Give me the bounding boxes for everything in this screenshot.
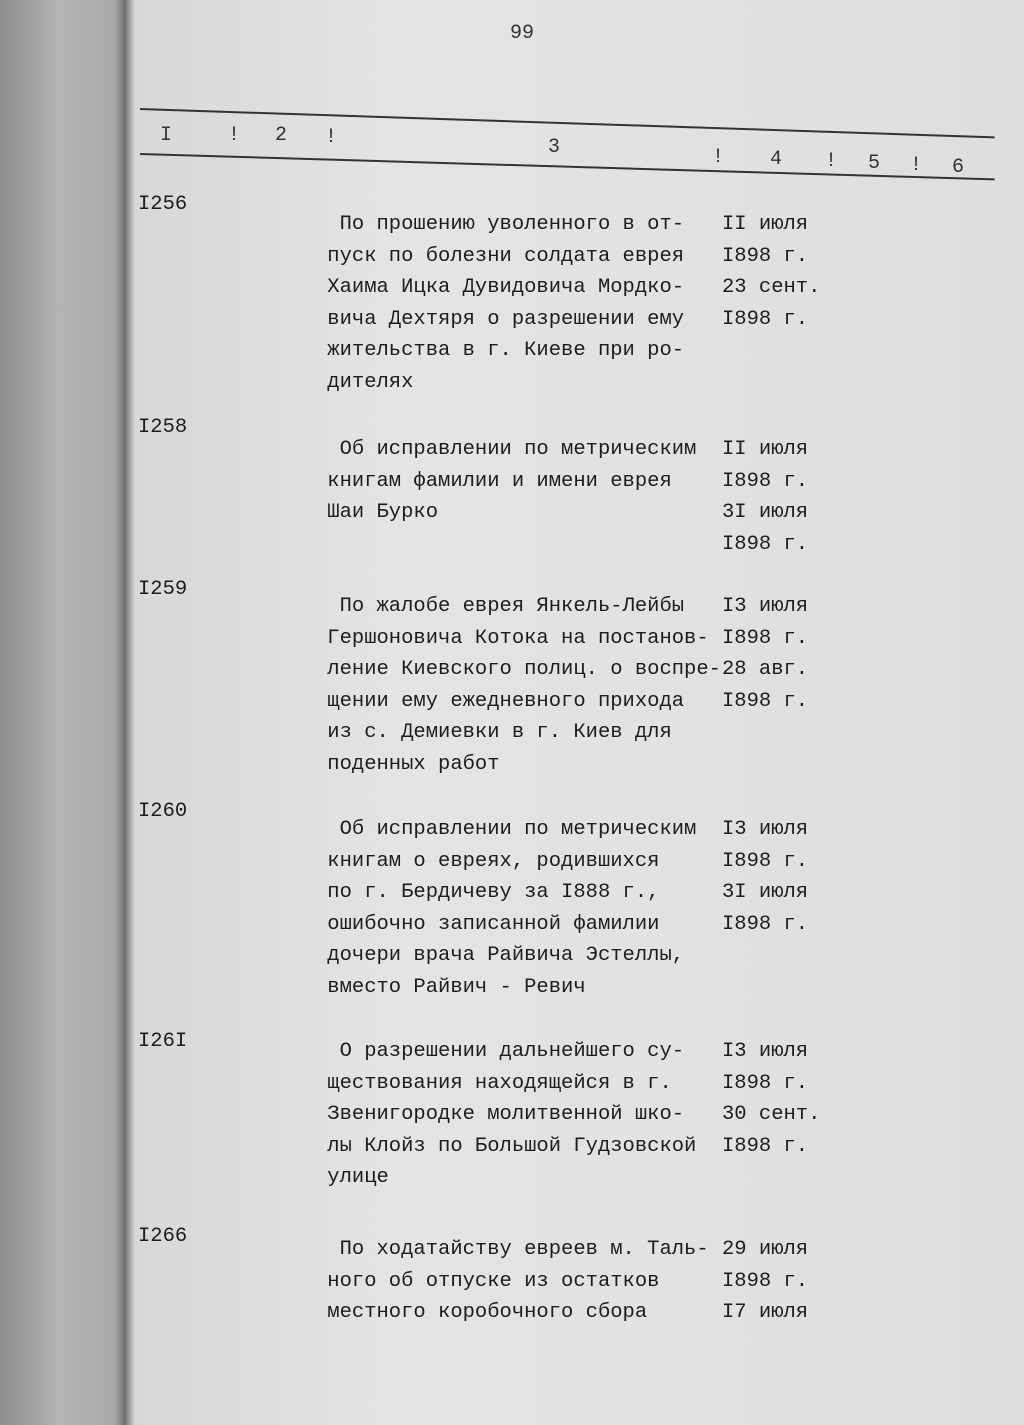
entry-number: I260 bbox=[138, 800, 188, 823]
entry-date: 3I июля bbox=[722, 881, 809, 905]
entry-description-line: книгам о евреях, родившихся bbox=[315, 849, 660, 873]
column-separator: ! bbox=[910, 154, 923, 177]
entry-date: I898 г. bbox=[722, 1134, 809, 1158]
entry-date: I898 г. bbox=[722, 532, 809, 556]
entry-date: I898 г. bbox=[722, 1071, 809, 1095]
column-number: I bbox=[160, 124, 173, 147]
entry-description-line: жительства в г. Киеве при ро- bbox=[315, 339, 685, 363]
entry-description-line: вича Дехтяря о разрешении ему bbox=[315, 307, 685, 331]
entry-date: I898 г. bbox=[722, 912, 809, 936]
entry-number: I259 bbox=[138, 578, 188, 601]
column-separator: ! bbox=[228, 124, 241, 147]
column-number: 2 bbox=[275, 124, 288, 147]
entry-description-line: ного об отпуске из остатков bbox=[315, 1269, 660, 1293]
entry-description-line: Об исправлении по метрическим bbox=[315, 438, 697, 461]
entry-date: I3 июля bbox=[722, 1040, 809, 1063]
adjacent-page-edge bbox=[0, 0, 125, 1425]
column-separator: ! bbox=[825, 150, 838, 173]
entry-description-line: книгам фамилии и имени еврея bbox=[315, 469, 672, 493]
entry-number: I266 bbox=[138, 1225, 188, 1248]
column-number: 3 bbox=[548, 136, 561, 159]
entry-description-line: Об исправлении по метрическим bbox=[315, 818, 697, 841]
entry-date: I898 г. bbox=[722, 244, 809, 268]
column-separator: ! bbox=[712, 146, 725, 169]
entry-description-line: Звенигородке молитвенной шко- bbox=[315, 1103, 685, 1127]
entry-date: 30 сент. bbox=[722, 1103, 821, 1127]
entry-description-line: ществования находящейся в г. bbox=[315, 1071, 672, 1095]
entry-description-line: Гершоновича Котока на постанов- bbox=[315, 626, 709, 650]
column-number: 5 bbox=[868, 152, 881, 175]
entry-date: I898 г. bbox=[722, 307, 809, 331]
column-number: 4 bbox=[770, 148, 783, 171]
entry-date: II июля bbox=[722, 438, 809, 461]
entry-description-line: О разрешении дальнейшего су- bbox=[315, 1040, 685, 1063]
entry-description-line: вместо Райвич - Ревич bbox=[315, 976, 586, 999]
entry-description-line: улице bbox=[315, 1166, 389, 1190]
header-top-rule bbox=[140, 108, 995, 138]
entry-number: I256 bbox=[138, 193, 188, 216]
entry-date: 23 сент. bbox=[722, 276, 821, 300]
entry-date: I898 г. bbox=[722, 1269, 809, 1293]
entry-date: I3 июля bbox=[722, 595, 809, 618]
entry-date: I898 г. bbox=[722, 689, 809, 713]
entry-description-line: ошибочно записанной фамилии bbox=[315, 912, 660, 936]
entry-description-line: дителях bbox=[315, 371, 414, 394]
column-number: 6 bbox=[952, 156, 965, 179]
page-number: 99 bbox=[510, 22, 535, 45]
entry-number: I26I bbox=[138, 1030, 188, 1053]
entry-description-line: Шаи Бурко bbox=[315, 501, 439, 525]
entry-description-line: ление Киевского полиц. о воспре- bbox=[315, 658, 721, 682]
entry-date: I3 июля bbox=[722, 818, 809, 841]
entry-description-line: По ходатайству евреев м. Таль- bbox=[315, 1238, 709, 1261]
entry-description-line: по г. Бердичеву за I888 г., bbox=[315, 881, 660, 905]
entry-description-line: лы Клойз по Большой Гудзовской bbox=[315, 1134, 697, 1158]
entry-description-line: дочери врача Райвича Эстеллы, bbox=[315, 944, 685, 968]
entry-date: 29 июля bbox=[722, 1238, 809, 1261]
entry-description-line: из с. Демиевки в г. Киев для bbox=[315, 721, 672, 745]
entry-date: I898 г. bbox=[722, 626, 809, 650]
entry-description-line: пуск по болезни солдата еврея bbox=[315, 244, 685, 268]
entry-date: II июля bbox=[722, 213, 809, 236]
entry-date: I898 г. bbox=[722, 469, 809, 493]
entry-date: 3I июля bbox=[722, 501, 809, 525]
entry-number: I258 bbox=[138, 416, 188, 439]
column-separator: ! bbox=[325, 126, 338, 149]
entry-description-line: По жалобе еврея Янкель-Лейбы bbox=[315, 595, 685, 618]
entry-date: 28 авг. bbox=[722, 658, 809, 682]
entry-description-line: щении ему ежедневного прихода bbox=[315, 689, 685, 713]
entry-description-line: По прошению уволенного в от- bbox=[315, 213, 685, 236]
entry-date: I7 июля bbox=[722, 1301, 809, 1325]
entry-description-line: Хаима Ицка Дувидовича Мордко- bbox=[315, 276, 685, 300]
entry-description-line: местного коробочного сбора bbox=[315, 1301, 648, 1325]
header-bottom-rule bbox=[140, 153, 995, 180]
entry-date: I898 г. bbox=[722, 849, 809, 873]
entry-description-line: поденных работ bbox=[315, 753, 500, 776]
